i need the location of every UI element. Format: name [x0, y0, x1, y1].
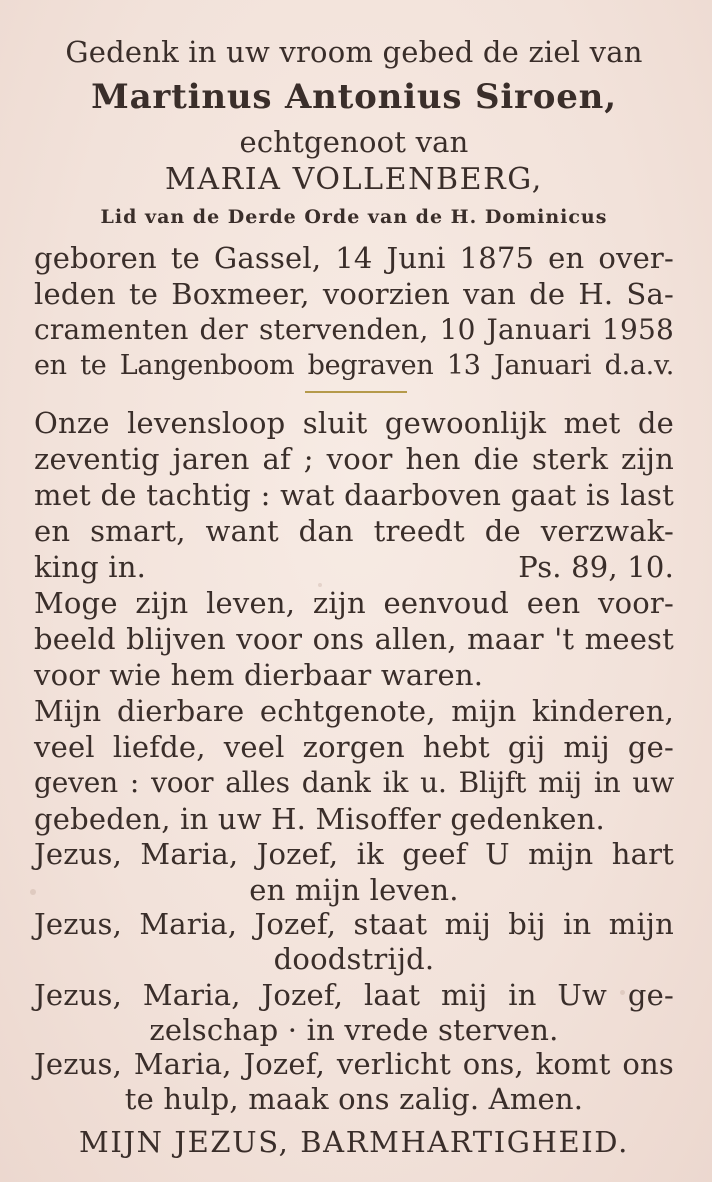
farewell-line: veel liefde, veel zorgen hebt gij mij ge-: [34, 730, 674, 764]
farewell-line: geven : voor alles dank ik u. Blijft mij in uw: [34, 766, 674, 799]
spouse-name: MARIA VOLLENBERG,: [165, 162, 543, 197]
prayer-line: Jezus, Maria, Jozef, laat mij in Uw ge-: [34, 978, 674, 1012]
verse-line: zeventig jaren af ; voor hen die sterk zijn: [34, 442, 674, 476]
prayer-line: Jezus, Maria, Jozef, verlicht ons, komt ons: [34, 1047, 674, 1081]
farewell-line: gebeden, in uw H. Misoffer gedenken.: [34, 802, 605, 836]
prayer-line: doodstrijd.: [273, 942, 435, 976]
psalm-reference: Ps. 89, 10.: [518, 550, 674, 584]
order-membership: Lid van de Derde Orde van de H. Dominicus: [100, 206, 608, 228]
verse-line: met de tachtig : wat daarboven gaat is last: [34, 478, 674, 512]
prayer-line: Jezus, Maria, Jozef, ik geef U mijn hart: [34, 837, 674, 871]
prayer-line: Jezus, Maria, Jozef, staat mij bij in mijn: [34, 907, 674, 941]
prayer-line: te hulp, maak ons zalig. Amen.: [124, 1082, 584, 1116]
farewell-line: Mijn dierbare echtgenote, mijn kinderen,: [34, 694, 674, 728]
closing-invocation: MIJN JEZUS, BARMHARTIGHEID.: [79, 1125, 629, 1159]
prayer-line: zelschap · in vrede sterven.: [149, 1013, 559, 1047]
intro-line: Gedenk in uw vroom gebed de ziel van: [65, 35, 643, 69]
wish-line: Moge zijn leven, zijn eenvoud een voor-: [34, 586, 674, 620]
verse-last-line: [34, 549, 674, 585]
spouse-intro: echtgenoot van: [239, 125, 469, 159]
bio-line: cramenten der stervenden, 10 Januari 1958: [34, 313, 674, 346]
verse-line: Onze levensloop sluit gewoonlijk met de: [34, 406, 674, 440]
wish-line: beeld blijven voor ons allen, maar 't meest: [34, 622, 674, 656]
prayer-line: en mijn leven.: [249, 873, 459, 907]
bio-line: leden te Boxmeer, voorzien van de H. Sa-: [34, 277, 674, 311]
verse-line: en smart, want dan treedt de verzwak-: [34, 514, 674, 548]
divider: [305, 391, 407, 393]
bio-line: geboren te Gassel, 14 Juni 1875 en over-: [34, 241, 674, 275]
deceased-name: Martinus Antonius Siroen,: [91, 77, 617, 117]
wish-line: voor wie hem dierbaar waren.: [34, 658, 484, 692]
bio-line: en te Langenboom begraven 13 Januari d.a.v.: [34, 350, 674, 381]
verse-ending: king in.: [34, 550, 147, 584]
